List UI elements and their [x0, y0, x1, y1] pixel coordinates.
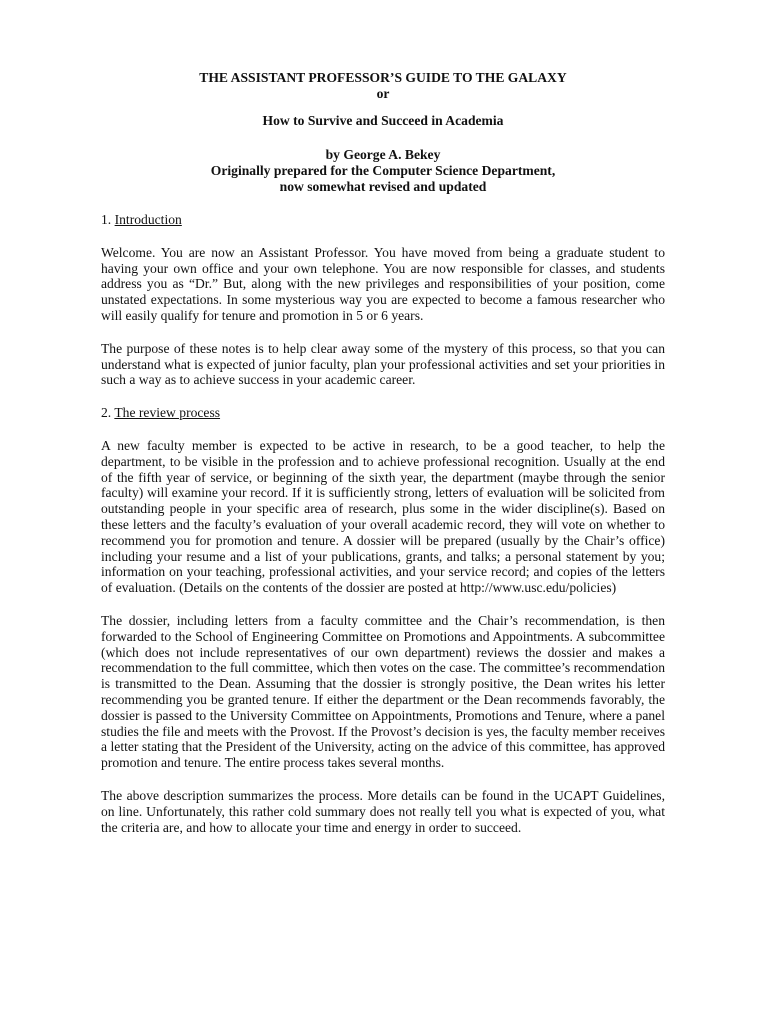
prepared-line-1: Originally prepared for the Computer Science Department, — [210, 163, 556, 178]
section-number: 2. — [101, 405, 112, 421]
section-title: The review process — [114, 405, 221, 421]
paragraph-dossier: The dossier, including letters from a faculty committee and the Chair’s recommendation, is then forwarded to the School of Engineering Committee on Promotions and Appointments. A subcommittee (which does not include representatives of our own department) reviews the dossier and makes a recommendation to the full committee, which then votes on the case. The committee’s recommendation is transmitted to the Dean. Assuming that the dossier is strongly positive, the Dean writes his letter recommending you be granted tenure. If either the department or the Dean recommends favorably, the dossier is passed to the University Committee on Appointments, Promotions and Tenure, where a panel studies the file and meets with the Provost. If the Provost’s decision is yes, the faculty member receives a letter stating that the President of the University, acting on the advice of this committee, has approved promotion and tenure. The entire process takes several months. — [101, 612, 665, 771]
section-number: 1. — [101, 212, 112, 227]
section-heading-introduction — [101, 212, 665, 228]
document-title: THE ASSISTANT PROFESSOR’S GUIDE TO THE GALAXY — [199, 70, 567, 85]
paragraph-summary: The above description summarizes the process. More details can be found in the UCAPT Guidelines, on line. Unfortunately, this rather cold summary does not really tell you what is expected of you, what the criteria are, and how to allocate your time and energy in order to succeed. — [101, 787, 665, 835]
prepared-line-2: now somewhat revised and updated — [279, 179, 487, 194]
document-subtitle: How to Survive and Succeed in Academia — [262, 113, 504, 128]
paragraph-new-faculty: A new faculty member is expected to be active in research, to be a good teacher, to help the department, to be visible in the profession and to achieve professional recognition. Usually at the end of the fifth year of service, or beginning of the sixth year, the department (maybe through the senior faculty) will examine your record. If it is sufficiently strong, letters of evaluation will be solicited from outstanding people in your specific area of research, plus some in the wider discipline(s). Based on these letters and the faculty’s evaluation of your overall academic record, they will vote on whether to recommend you for promotion and tenure. A dossier will be prepared (usually by the Chair’s office) including your resume and a list of your publications, grants, and talks; a personal statement by you; information on your teaching, professional activities, and your service record; and copies of the letters of evaluation. (Details on the contents of the dossier are posted at http://www.usc.edu/policies) — [101, 437, 665, 596]
document-page — [101, 70, 665, 835]
title-block — [101, 70, 665, 195]
section-heading-review-process — [101, 405, 665, 421]
author-line: by George A. Bekey — [325, 147, 441, 162]
section-title: Introduction — [114, 212, 182, 227]
title-or: or — [376, 86, 390, 101]
paragraph-welcome: Welcome. You are now an Assistant Professor. You have moved from being a graduate student to having your own office and your own telephone. You are now responsible for classes, and students address you as “Dr.” But, along with the new privileges and responsibilities of your position, come unstated expectations. In some mysterious way you are expected to become a famous researcher who will easily qualify for tenure and promotion in 5 or 6 years. — [101, 244, 665, 323]
paragraph-purpose: The purpose of these notes is to help clear away some of the mystery of this process, so that you can understand what is expected of junior faculty, plan your professional activities and set your priorities in such a way as to achieve success in your academic career. — [101, 340, 665, 388]
